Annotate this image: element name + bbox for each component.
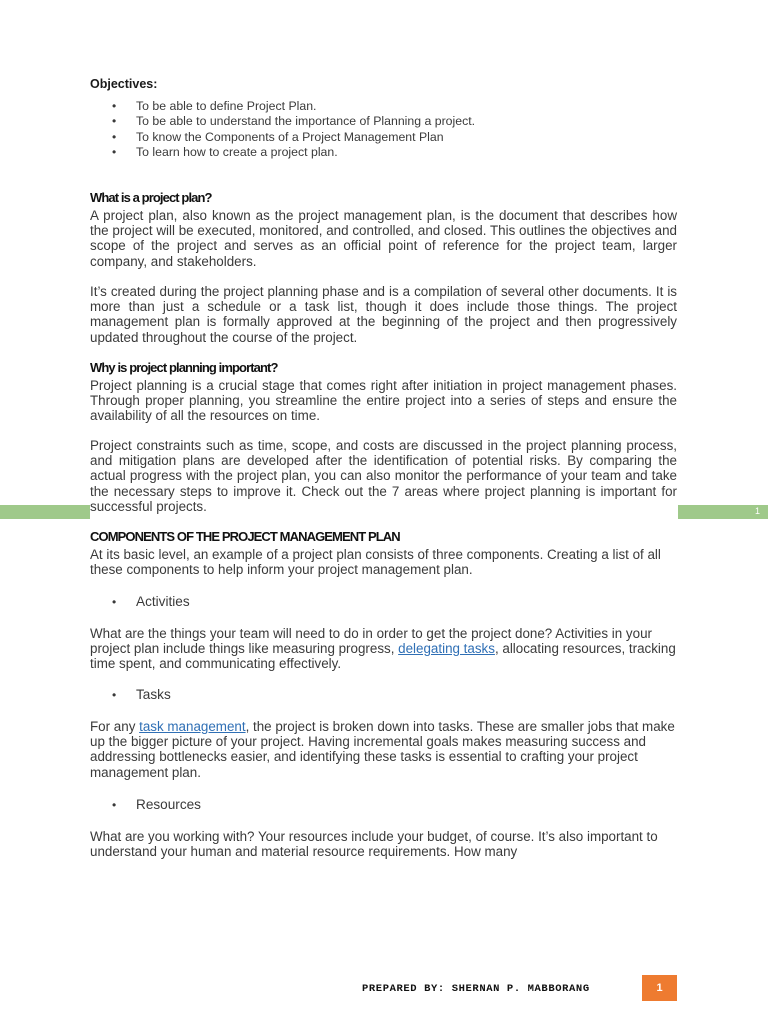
bullet-label: Activities bbox=[136, 594, 190, 609]
page-break-marker: 1 bbox=[754, 506, 760, 516]
delegating-tasks-link[interactable]: delegating tasks bbox=[398, 641, 495, 657]
paragraph-project-constraints: Project constraints such as time, scope, and costs are discussed in the project planning process, and mitigation plans are developed after the identification of potential risks. By comparing the actual progress with the project plan, you can also monitor the performance of your team and take the necessary steps to improve it. Check out the 7 areas where project planning is important for successful projects. bbox=[90, 438, 677, 514]
bullet-icon: • bbox=[112, 595, 117, 609]
bullet-label: Tasks bbox=[136, 687, 171, 702]
paragraph-project-plan-definition: A project plan, also known as the project management plan, is the document that describes how the project will be executed, monitored, and controlled, and closed. This outlines the objectives and scope of the project and serves as an official point of reference for the project team, larger company, and stakeholders. bbox=[90, 208, 677, 269]
paragraph-resources: What are you working with? Your resources include your budget, of course. It’s also important to understand your human and material resource requirements. How many bbox=[90, 829, 658, 860]
bullet-label: Resources bbox=[136, 797, 201, 812]
objective-item: • To know the Components of a Project Management Plan bbox=[90, 130, 650, 145]
activities-text: What are the things your team will need to do in order to get the project done? Activities in your project plan include things like measuring progress, bbox=[90, 626, 652, 657]
tasks-text-rest: , the project is broken down into tasks. These are smaller jobs that make up the bigger picture of your project. Having incremental goals makes measuring success and addressing bottlenecks easier, and identifying these tasks is essential to crafting your project management plan. bbox=[90, 719, 675, 780]
heading-components: COMPONENTS OF THE PROJECT MANAGEMENT PLAN bbox=[90, 529, 400, 544]
activities-text-rest: , allocating resources, tracking time spent, and communicating effectively. bbox=[90, 641, 676, 672]
objectives-title: Objectives: bbox=[90, 77, 158, 91]
paragraph-activities bbox=[90, 626, 677, 672]
tasks-text: For any bbox=[90, 719, 140, 734]
paragraph-planning-importance: Project planning is a crucial stage that comes right after initiation in project management phases. Through proper planning, you streamline the entire project into a series of steps and ensure the availability of all the resources on time. bbox=[90, 378, 677, 424]
paragraph-tasks bbox=[90, 719, 677, 780]
prepared-by-footer: PREPARED BY: SHERNAN P. MABBORANG bbox=[362, 983, 590, 995]
bullet-resources bbox=[112, 797, 201, 812]
heading-why-planning-important: Why is project planning important? bbox=[90, 360, 278, 375]
paragraph-project-plan-creation: It’s created during the project planning phase and is a compilation of several other documents. It is more than just a schedule or a task list, though it does include those things. The project management plan is formally approved at the beginning of the project and then progressively updated throughout the course of the project. bbox=[90, 284, 677, 345]
objective-item: • To learn how to create a project plan. bbox=[90, 145, 650, 160]
page-number-box: 1 bbox=[642, 975, 677, 1001]
bullet-activities bbox=[112, 594, 190, 609]
bullet-tasks bbox=[112, 687, 171, 702]
page-break-band-left bbox=[0, 505, 90, 519]
bullet-icon: • bbox=[112, 798, 117, 812]
heading-what-is-project-plan: What is a project plan? bbox=[90, 190, 212, 205]
objectives-list bbox=[90, 99, 650, 160]
objective-item: • To be able to define Project Plan. bbox=[90, 99, 650, 114]
paragraph-components-intro: At its basic level, an example of a project plan consists of three components. Creating a list of all these components to help inform your project management plan. bbox=[90, 547, 661, 578]
page-break-band-right bbox=[678, 505, 768, 519]
objective-item: • To be able to understand the importance of Planning a project. bbox=[90, 114, 650, 129]
bullet-icon: • bbox=[112, 688, 117, 702]
task-management-link[interactable]: task management bbox=[139, 719, 246, 734]
